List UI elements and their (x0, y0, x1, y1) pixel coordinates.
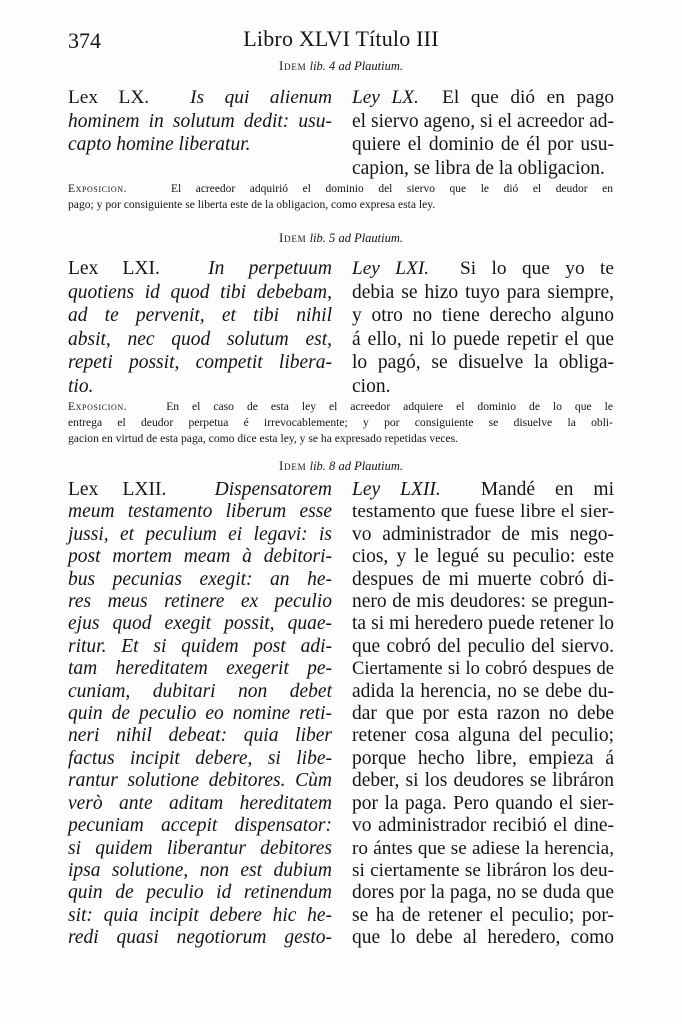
citation-author: Idem (278, 458, 307, 473)
latin-line: quotiens id quod tibi debebam, (68, 281, 332, 303)
spanish-line: deber, si los deudores se libráron (352, 770, 614, 792)
latin-line: absit, nec quod solutum est, (68, 328, 332, 350)
spanish-line: cios, y le legué su peculio: este (352, 546, 614, 568)
spanish-line: ro ántes que se adiese la herencia, (352, 837, 614, 859)
spanish-line: vo administrador recibió el dine- (352, 815, 614, 837)
spanish-line: testamento que fuese libre el sier- (352, 501, 614, 523)
exposition-label: Exposicion. (68, 183, 128, 195)
latin-line: post mortem meam à debitori- (68, 546, 332, 568)
citation-author: Idem (278, 58, 307, 73)
latin-line: redi quasi negotiorum gesto- (68, 927, 332, 949)
spanish-text-ley-lxi (352, 257, 614, 398)
latin-line: meum testamento liberum esse (68, 501, 332, 523)
latin-line: capto homine liberatur. (68, 134, 251, 155)
spanish-text-ley-lx (352, 86, 614, 180)
spanish-line: si ciertamente se libráron los deu- (352, 859, 614, 881)
exposition-line: En el caso de esta ley el acreedor adquiere el dominio de lo que le (166, 400, 613, 413)
latin-line: sit: quia incipit debere hic he- (68, 904, 332, 926)
spanish-line: El que dió en pago (442, 87, 615, 108)
exposition-lex-lx (68, 181, 613, 213)
spanish-line: cion. (352, 375, 391, 397)
latin-lead: Lex LXI. (68, 258, 160, 279)
spanish-line: Ciertamente si lo cobró despues de (352, 658, 614, 680)
spanish-line: capion, se libra de la obligacion. (352, 157, 605, 179)
spanish-text-ley-lxii (352, 479, 614, 950)
latin-line: ipsa solutione, non est dubium (68, 859, 332, 881)
latin-line: Is qui alienum (190, 87, 333, 108)
spanish-line: lo pagó, se disuelve la obliga- (352, 352, 614, 373)
citation-book: lib. 5 (309, 231, 336, 245)
spanish-line: Mandé en mi (480, 479, 614, 500)
citation-work: ad Plautium. (338, 59, 404, 73)
spanish-line: debia se hizo tuyo para siempre, (352, 281, 614, 303)
page-number: 374 (68, 28, 101, 53)
citation-work: ad Plautium. (338, 459, 404, 473)
spanish-line: dores por la paga, no se duda que (352, 882, 614, 904)
spanish-line: y otro no tiene derecho alguno (352, 305, 614, 326)
latin-line: pecuniam accepit dispensator: (68, 815, 332, 837)
spanish-line: que lo debe al heredero, como (352, 927, 614, 949)
spanish-lead: Ley LXII. (352, 479, 441, 500)
exposition-lex-lxi (68, 399, 613, 447)
exposition-line: entrega el deudor perpetua é irrevocablemente; y por consiguiente se disuelve la obli- (68, 416, 613, 429)
latin-line: hominem in solutum dedit: usu- (68, 110, 332, 132)
exposition-line: El acreedor adquirió el dominio del siervo que le dió el deudor en (170, 183, 613, 195)
spanish-lead: Ley LX. (352, 87, 419, 108)
spanish-line: dar que por esta razon no debe (352, 703, 614, 725)
exposition-line: pago; y por consiguiente se liberta este de la obligacion, como expresa esta ley. (68, 198, 436, 211)
exposition-label: Exposicion. (68, 400, 128, 413)
latin-line: verò ante aditam hereditatem (68, 792, 332, 814)
citation-lex-lxii (0, 458, 682, 474)
spanish-line: el siervo ageno, si el acreedor ad- (352, 110, 614, 132)
spanish-line: despues de mi muerte cobró di- (352, 568, 614, 590)
latin-line: cuniam, dubitari non debet (68, 680, 332, 702)
spanish-line: porque hecho libre, empieza á (352, 747, 614, 769)
exposition-line: gacion en virtud de esta paga, como dice esta ley, y se ha expresado repetidas veces. (68, 432, 459, 445)
latin-line: si quidem liberantur debitores (68, 837, 332, 859)
citation-book: lib. 4 (309, 59, 336, 73)
latin-line: bus pecunias exegit: an he- (68, 568, 332, 590)
latin-line: ritur. Et si quidem post adi- (68, 635, 332, 657)
latin-line: rantur solutione debitores. Cùm (68, 770, 332, 792)
latin-text-lex-lx (68, 86, 332, 157)
latin-line: Dispensatorem (214, 479, 332, 500)
citation-work: ad Plautium. (338, 231, 404, 245)
spanish-line: nero de mis deudores: se pregun- (352, 591, 614, 613)
latin-line: tio. (68, 375, 94, 397)
spanish-lead: Ley LXI. (352, 258, 430, 279)
citation-book: lib. 8 (309, 459, 336, 473)
latin-lead: Lex LX. (68, 87, 150, 108)
latin-line: tam hereditatem exegerit pe- (68, 658, 332, 680)
latin-text-lex-lxi (68, 257, 332, 398)
spanish-line: retener cosa alguna del peculio; (352, 725, 614, 747)
latin-line: repeti possit, competit libera- (68, 352, 332, 373)
spanish-line: ta si mi heredero puede retener lo (352, 613, 614, 635)
latin-line: neri nihil debeat: quia liber (68, 725, 332, 747)
spanish-line: vo administrador de mis nego- (352, 523, 614, 545)
spanish-line: que cobró del peculio del siervo. (352, 635, 614, 657)
spanish-line: quiere el dominio de él por usu- (352, 134, 614, 155)
latin-text-lex-lxii (68, 479, 332, 950)
latin-line: quin de peculio id retinendum (68, 882, 332, 904)
running-title: Libro XLVI Título III (243, 26, 439, 51)
latin-line: ad te pervenit, et tibi nihil (68, 305, 332, 326)
latin-line: In perpetuum (208, 258, 332, 279)
latin-line: factus incipit debere, si libe- (68, 747, 332, 769)
latin-lead: Lex LXII. (68, 479, 167, 500)
latin-line: ejus quod exegit possit, quae- (68, 613, 332, 635)
latin-line: jussi, et peculium ei legavi: is (68, 523, 332, 545)
spanish-line: adida la herencia, no se debe du- (352, 680, 614, 702)
spanish-line: por la paga. Pero quando el sier- (352, 792, 614, 814)
citation-author: Idem (278, 230, 307, 245)
citation-lex-lx (0, 58, 682, 74)
latin-line: quin de peculio eo nomine reti- (68, 703, 332, 725)
spanish-line: á ello, ni lo puede repetir el que (352, 328, 614, 350)
spanish-line: Si lo que yo te (460, 258, 614, 279)
spanish-line: se ha de retener el peculio; por- (352, 904, 614, 926)
latin-line: res meus retinere ex peculio (68, 591, 332, 613)
citation-lex-lxi (0, 230, 682, 246)
